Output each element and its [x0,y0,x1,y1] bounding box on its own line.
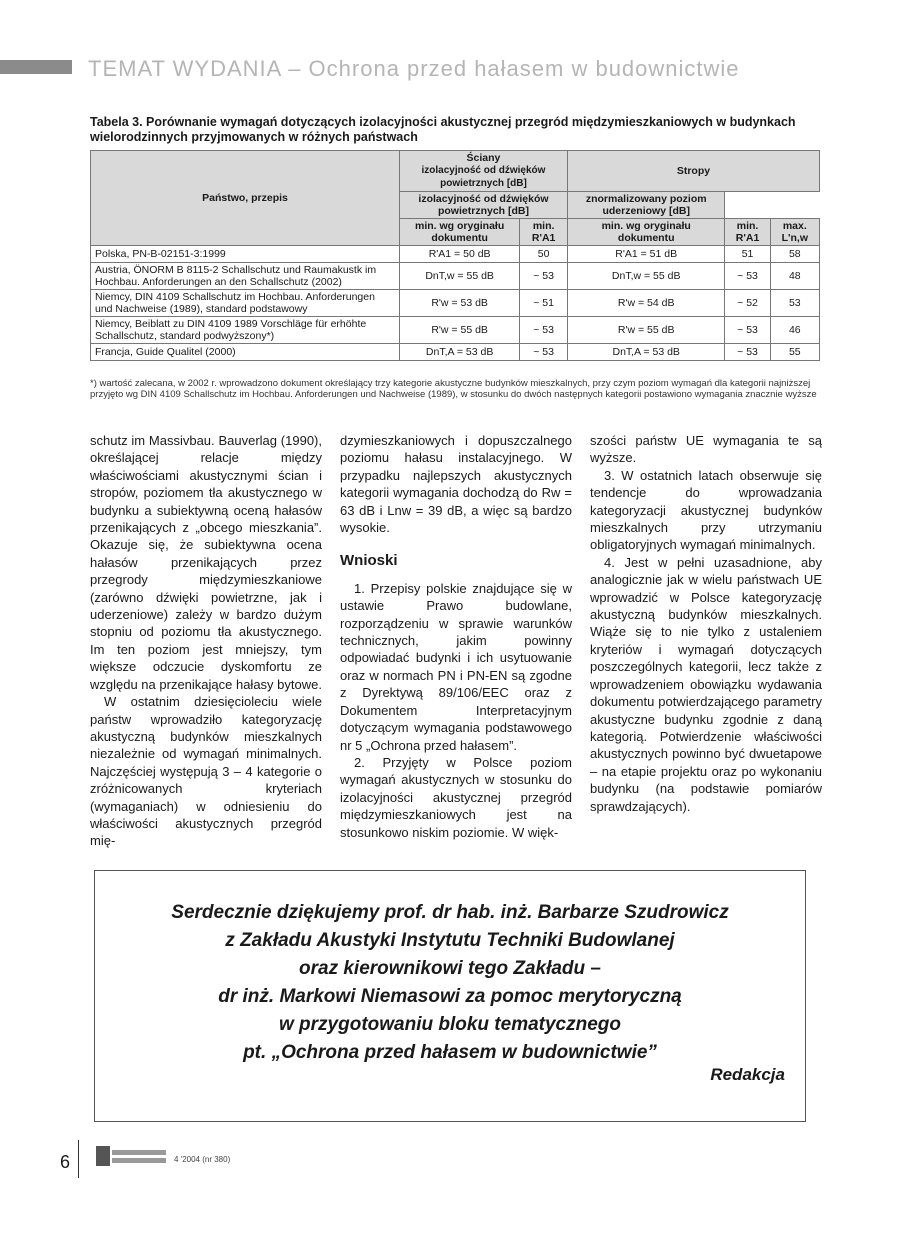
cell-wall-doc: R'A1 = 50 dB [400,246,520,263]
table-footnote: *) wartość zalecana, w 2002 r. wprowadzono dokument określający trzy kategorie akustyczne budynków mieszkalnych, przy czym poziom wymagań dla kategorii najniższej przyjęto wg DIN 4109 Schallschutz im Hochbau. Anforderungen und Nachweise (1989), w stosunku do dwóch następnych kategorii postawiono wymagania znacznie wyższe [90,378,817,400]
ack-line: w przygotowaniu bloku tematycznego [278,1014,622,1035]
cell-country: Francja, Guide Qualitel (2000) [91,344,400,361]
ack-line: pt. „Ochrona przed hałasem w budownictwie” [243,1042,657,1063]
header-floors-sub: izolacyjność od dźwięków powietrznych [dB] [400,192,568,219]
cell-country: Polska, PN-B-02151-3:1999 [91,246,400,263]
column-1 [90,432,322,850]
cell-wall-doc: DnT,A = 53 dB [400,344,520,361]
cell-floor-r: 51 [725,246,770,263]
header-country: Państwo, przepis [91,151,400,246]
cell-wall-r: ~ 53 [520,344,568,361]
header-walls: Ściany izolacyjność od dźwięków powietrznych [dB] [400,151,568,192]
cell-floor-r: ~ 53 [725,263,770,290]
header-bar [0,60,72,74]
cell-wall-doc: R'w = 55 dB [400,317,520,344]
cell-impact: 58 [770,246,819,263]
ack-line: oraz kierownikowi tego Zakładu – [299,958,601,979]
section-header: TEMAT WYDANIA – Ochrona przed hałasem w budownictwie [88,56,740,81]
header-floors: Stropy [567,151,819,192]
paragraph: W ostatnim dziesięcioleciu wiele państw wprowadziło kategoryzację akustyczną budynków mieszkalnych niezależnie od wymagań minimalnych. Najczęściej występują 3 – 4 kategorie o zróżnicowanych kryteriach (wymaganiach) w odniesieniu do właściwości akustycznych przegród mię- [90,694,322,849]
paragraph: 2. Przyjęty w Polsce poziom wymagań akustycznych w stosunku do izolacyjności akustycznej przegród międzymieszkaniowych jest na stosunkowo niskim poziomie. W więk- [340,754,572,840]
cell-floor-doc: R'w = 54 dB [567,290,724,317]
table-row [91,317,820,344]
paragraph: szości państw UE wymagania te są wyższe. [590,433,822,466]
cell-floor-doc: R'w = 55 dB [567,317,724,344]
paragraph: 3. W ostatnich latach obserwuje się tendencje do wprowadzania kategoryzacji akustycznej budynków mieszkalnych przy utrzymaniu obligatoryjnych wymagań minimalnych. [590,467,822,553]
paragraph: dzymieszkaniowych i dopuszczalnego poziomu hałasu instalacyjnego. W przypadku najlepszych akustycznych kategorii wymagania dochodzą do Rw = 63 dB i Lnw = 39 dB, a więc są bardzo wysokie. [340,433,572,536]
cell-impact: 53 [770,290,819,317]
header-max: max. L'n,w [770,219,819,246]
table-caption: Tabela 3. Porównanie wymagań dotyczących izolacyjności akustycznej przegród międzymieszkaniowych w budynkach wielorodzinnych przyjmowanych w różnych państwach [90,115,796,144]
page-divider [78,1140,79,1178]
cell-wall-doc: R'w = 53 dB [400,290,520,317]
ack-line: Serdecznie dziękujemy prof. dr hab. inż. Barbarze Szudrowicz [171,902,729,923]
cell-floor-doc: DnT,w = 55 dB [567,263,724,290]
table-row [91,290,820,317]
header-min-r: min. R'A1 [520,219,568,246]
comparison-table [90,150,820,361]
page-number: 6 [60,1152,71,1172]
cell-floor-r: ~ 53 [725,317,770,344]
section-heading: Wnioski [340,552,398,570]
table-row [91,246,820,263]
cell-country: Austria, ÖNORM B 8115-2 Schallschutz und Raumakustk im Hochbau. Anforderungen an den Schallschutz (2002) [91,263,400,290]
cell-country: Niemcy, Beiblatt zu DIN 4109 1989 Vorschläge für erhöhte Schallschutz, standard podwyższony*) [91,317,400,344]
cell-impact: 55 [770,344,819,361]
ack-line: z Zakładu Akustyki Instytutu Techniki Budowlanej [225,930,675,951]
cell-wall-doc: DnT,w = 55 dB [400,263,520,290]
cell-wall-r: 50 [520,246,568,263]
cell-wall-r: ~ 53 [520,317,568,344]
column-3 [590,432,822,815]
magazine-logo-icon [96,1146,166,1166]
cell-floor-r: ~ 52 [725,290,770,317]
header-min-r: min. R'A1 [725,219,770,246]
ack-signature: Redakcja [710,1065,785,1084]
ack-line: dr inż. Markowi Niemasowi za pomoc merytoryczną [218,986,682,1007]
cell-impact: 48 [770,263,819,290]
header-min-doc: min. wg oryginału dokumentu [567,219,724,246]
paragraph: 4. Jest w pełni uzasadnione, aby analogicznie jak w wielu państwach UE wprowadzić w Polsce kategoryzację akustyczną budynków mieszkalnych. Wiąże się to nie tylko z ustaleniem kryteriów i wymagań dotyczących poszczególnych kategorii, lecz także z wprowadzeniem obowiązku wydawania dokumentu potwierdzającego parametry akustyczne budynku zgodnie z daną kategorią. Potwierdzenie właściwości akustycznych powinno być dwuetapowe – na etapie projektu oraz po wykonaniu budynku (na podstawie pomiarów sprawdzających). [590,554,822,814]
header-impact: znormalizowany poziom uderzeniowy [dB] [567,192,724,219]
paragraph: 1. Przepisy polskie znajdujące się w ustawie Prawo budowlane, rozporządzeniu w sprawie warunków technicznych, jakim powinny odpowiadać budynki i ich usytuowanie oraz w normach PN i PN-EN są zgodne z Dyrektywą 89/106/EEC oraz z Dokumentem Interpretacyjnym dotyczącym wymagania podstawowego nr 5 „Ochrona przed hałasem”. [340,580,572,753]
acknowledgement-box [94,870,806,1122]
cell-wall-r: ~ 53 [520,263,568,290]
header-min-doc: min. wg oryginału dokumentu [400,219,520,246]
cell-country: Niemcy, DIN 4109 Schallschutz im Hochbau. Anforderungen und Nachweise (1989), standard podstawowy [91,290,400,317]
issue-info: 4 '2004 (nr 380) [174,1155,231,1164]
table-row [91,344,820,361]
column-2 [340,432,572,841]
cell-floor-doc: DnT,A = 53 dB [567,344,724,361]
cell-impact: 46 [770,317,819,344]
cell-wall-r: ~ 51 [520,290,568,317]
cell-floor-doc: R'A1 = 51 dB [567,246,724,263]
table-row [91,263,820,290]
cell-floor-r: ~ 53 [725,344,770,361]
paragraph: schutz im Massivbau. Bauverlag (1990), określającej relacje między właściwościami akustycznymi ścian i stropów, poziomem tła akustycznego w budynku a subiektywną oceną hałasów przenikających z „obcego mieszkania”. Okazuje się, że subiektywna ocena hałasów przenikających przez przegrody międzymieszkaniowe (zarówno dźwięki powietrzne, jak i uderzeniowe) zależy w bardzo dużym stopniu od poziomu tła akustycznego. Im ten poziom jest mniejszy, tym większe odczucie dyskomfortu ze względu na przenikające hałasy bytowe. [90,433,322,692]
